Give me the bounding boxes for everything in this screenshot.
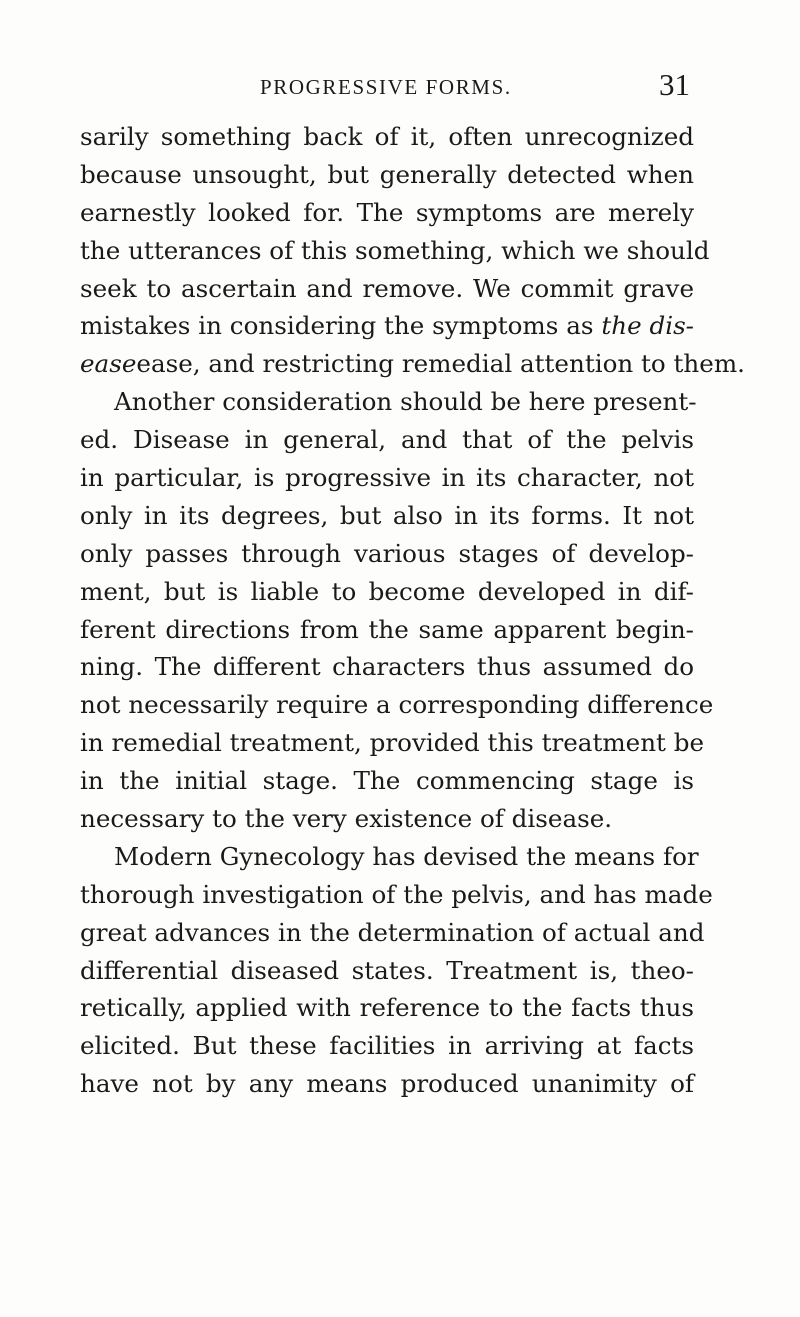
text-line xyxy=(80,345,745,383)
text-line: seek to ascertain and remove. We commit grave xyxy=(80,273,694,303)
text-line: in remedial treatment, provided this treatment be xyxy=(80,728,705,758)
text-line: only passes through various stages of develop- xyxy=(80,538,694,568)
text-line: thorough investigation of the pelvis, and has made xyxy=(80,879,713,909)
text-line-paragraph-start: Modern Gynecology has devised the means for xyxy=(114,841,699,871)
text-line: in particular, is progressive in its character, not xyxy=(80,463,694,493)
text-line: great advances in the determination of actual and xyxy=(80,917,705,947)
text-line: only in its degrees, but also in its forms. It not xyxy=(80,500,694,530)
text-line: ferent directions from the same apparent begin- xyxy=(80,614,694,644)
text-line-paragraph-start: Another consideration should be here present- xyxy=(114,387,697,417)
text-line: retically, applied with reference to the facts thus xyxy=(80,993,694,1023)
text-line: have not by any means produced unanimity of xyxy=(80,1069,694,1099)
text-line: elicited. But these facilities in arriving at facts xyxy=(80,1031,694,1061)
text-line: in the initial stage. The commencing stage is xyxy=(80,766,694,796)
text-line-paragraph-end: necessary to the very existence of disease. xyxy=(80,804,613,834)
italic-phrase: the dis- xyxy=(601,311,694,341)
text-line: sarily something back of it, often unrecognized xyxy=(80,122,694,151)
running-head xyxy=(80,67,690,109)
text-line: differential diseased states. Treatment is, theo- xyxy=(80,955,694,985)
text-line xyxy=(80,307,694,345)
text-line: ment, but is liable to become developed in dif- xyxy=(80,576,694,606)
body-text xyxy=(80,118,745,1103)
text-line: ed. Disease in general, and that of the pelvis xyxy=(80,425,694,455)
page-header-title: PROGRESSIVE FORMS. xyxy=(260,75,512,99)
italic-phrase: ease xyxy=(80,349,137,379)
page-number: 31 xyxy=(659,67,690,102)
text-segment: mistakes in considering the symptoms as xyxy=(80,311,594,341)
text-line: because unsought, but generally detected when xyxy=(80,159,694,189)
text-line: earnestly looked for. The symptoms are merely xyxy=(80,197,694,227)
text-line: ning. The different characters thus assumed do xyxy=(80,652,694,682)
text-line: not necessarily require a corresponding difference xyxy=(80,690,714,720)
text-segment: ease, and restricting remedial attention to them. xyxy=(136,349,745,379)
text-line: the utterances of this something, which we should xyxy=(80,235,710,265)
